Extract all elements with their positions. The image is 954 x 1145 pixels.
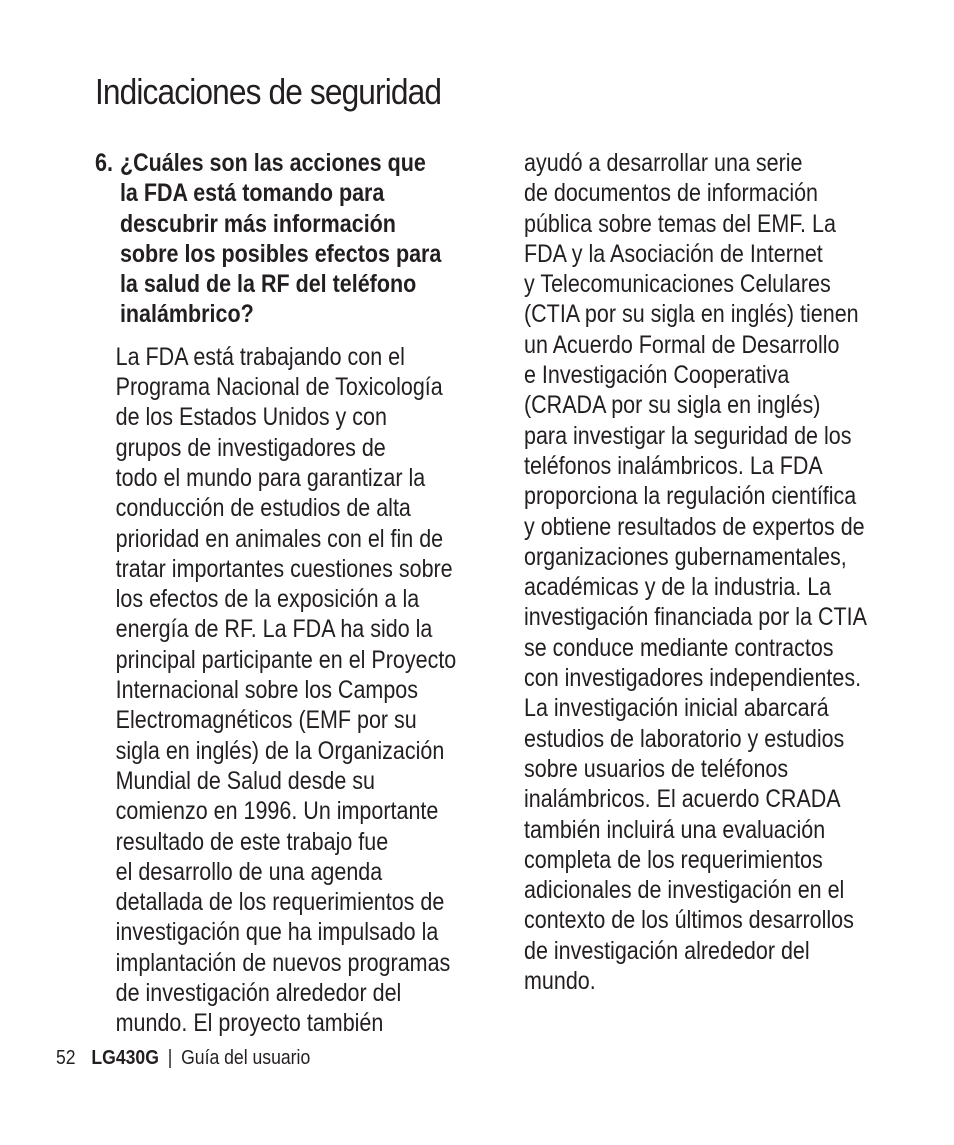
text-line: completa de los requerimientos bbox=[524, 845, 823, 874]
text-line: Programa Nacional de Toxicología bbox=[115, 373, 443, 402]
text-line: para investigar la seguridad de los bbox=[524, 421, 852, 450]
page-footer bbox=[56, 1045, 310, 1071]
text-line: resultado de este trabajo fue bbox=[115, 827, 389, 856]
text-line: sobre los posibles efectos para bbox=[119, 239, 442, 268]
text-line: la FDA está tomando para bbox=[119, 179, 385, 208]
text-line: de los Estados Unidos y con bbox=[115, 403, 387, 432]
text-line: el desarrollo de una agenda bbox=[115, 857, 383, 886]
text-line: se conduce mediante contractos bbox=[524, 633, 834, 662]
text-line: de investigación alrededor del bbox=[115, 979, 402, 1008]
text-line: de investigación alrededor del bbox=[524, 936, 810, 965]
text-line: mundo. El proyecto también bbox=[115, 1009, 384, 1038]
text-line: sobre usuarios de teléfonos bbox=[524, 754, 789, 783]
text-line: inalámbricos. El acuerdo CRADA bbox=[524, 785, 841, 814]
text-line: Mundial de Salud desde su bbox=[115, 766, 376, 795]
text-line: investigación que ha impulsado la bbox=[115, 918, 439, 947]
footer-divider: | bbox=[167, 1047, 173, 1069]
text-line: pública sobre temas del EMF. La bbox=[524, 209, 836, 238]
text-line: organizaciones gubernamentales, bbox=[524, 542, 847, 571]
text-line: prioridad en animales con el fin de bbox=[115, 524, 444, 553]
right-column bbox=[524, 148, 885, 996]
left-column bbox=[95, 148, 480, 1039]
text-line: grupos de investigadores de bbox=[115, 433, 386, 462]
text-line: implantación de nuevos programas bbox=[115, 948, 451, 977]
text-line: ayudó a desarrollar una serie bbox=[524, 149, 803, 177]
question-text bbox=[120, 148, 480, 330]
text-line: La investigación inicial abarcará bbox=[524, 694, 829, 723]
answer-paragraph-right bbox=[524, 148, 885, 996]
text-line: FDA y la Asociación de Internet bbox=[524, 239, 823, 268]
text-line: detallada de los requerimientos de bbox=[115, 888, 445, 917]
text-line: La FDA está trabajando con el bbox=[115, 342, 405, 371]
answer-paragraph-left bbox=[116, 342, 481, 1039]
text-line: inalámbrico? bbox=[119, 300, 254, 329]
model-name: LG430G bbox=[91, 1047, 159, 1069]
text-line: descubrir más información bbox=[119, 209, 396, 238]
text-line: (CTIA por su sigla en inglés) tienen bbox=[524, 300, 859, 329]
text-line: con investigadores independientes. bbox=[524, 664, 862, 693]
guide-title: Guía del usuario bbox=[181, 1047, 311, 1069]
text-line: también incluirá una evaluación bbox=[524, 815, 826, 844]
text-line: teléfonos inalámbricos. La FDA bbox=[524, 451, 823, 480]
text-line: Internacional sobre los Campos bbox=[115, 676, 418, 705]
text-line: sigla en inglés) de la Organización bbox=[115, 736, 445, 765]
text-line: contexto de los últimos desarrollos bbox=[524, 906, 854, 935]
question-number: 6. bbox=[95, 149, 113, 177]
text-line: tratar importantes cuestiones sobre bbox=[115, 554, 453, 583]
text-line: de documentos de información bbox=[524, 179, 819, 208]
text-line: (CRADA por su sigla en inglés) bbox=[524, 391, 821, 420]
text-line: e Investigación Cooperativa bbox=[524, 361, 790, 390]
text-line: Electromagnéticos (EMF por su bbox=[115, 706, 417, 735]
text-line: principal participante en el Proyecto bbox=[115, 645, 457, 674]
text-line: comienzo en 1996. Un importante bbox=[115, 797, 439, 826]
text-line: y obtiene resultados de expertos de bbox=[524, 512, 865, 541]
text-line: proporciona la regulación científica bbox=[524, 482, 857, 511]
page-title: Indicaciones de seguridad bbox=[95, 71, 442, 112]
question-heading bbox=[95, 148, 480, 330]
text-line: ¿Cuáles son las acciones que bbox=[119, 149, 426, 177]
text-line: todo el mundo para garantizar la bbox=[115, 463, 426, 492]
text-line: conducción de estudios de alta bbox=[115, 494, 411, 523]
text-line: los efectos de la exposición a la bbox=[115, 585, 420, 614]
text-line: un Acuerdo Formal de Desarrollo bbox=[524, 330, 840, 359]
text-line: mundo. bbox=[524, 967, 596, 996]
text-line: y Telecomunicaciones Celulares bbox=[524, 270, 831, 299]
text-line: adicionales de investigación en el bbox=[524, 876, 845, 905]
text-line: investigación financiada por la CTIA bbox=[524, 603, 867, 632]
text-line: la salud de la RF del teléfono bbox=[119, 270, 417, 299]
text-line: energía de RF. La FDA ha sido la bbox=[115, 615, 433, 644]
page-number: 52 bbox=[56, 1047, 76, 1069]
text-line: estudios de laboratorio y estudios bbox=[524, 724, 845, 753]
text-line: académicas y de la industria. La bbox=[524, 573, 832, 602]
